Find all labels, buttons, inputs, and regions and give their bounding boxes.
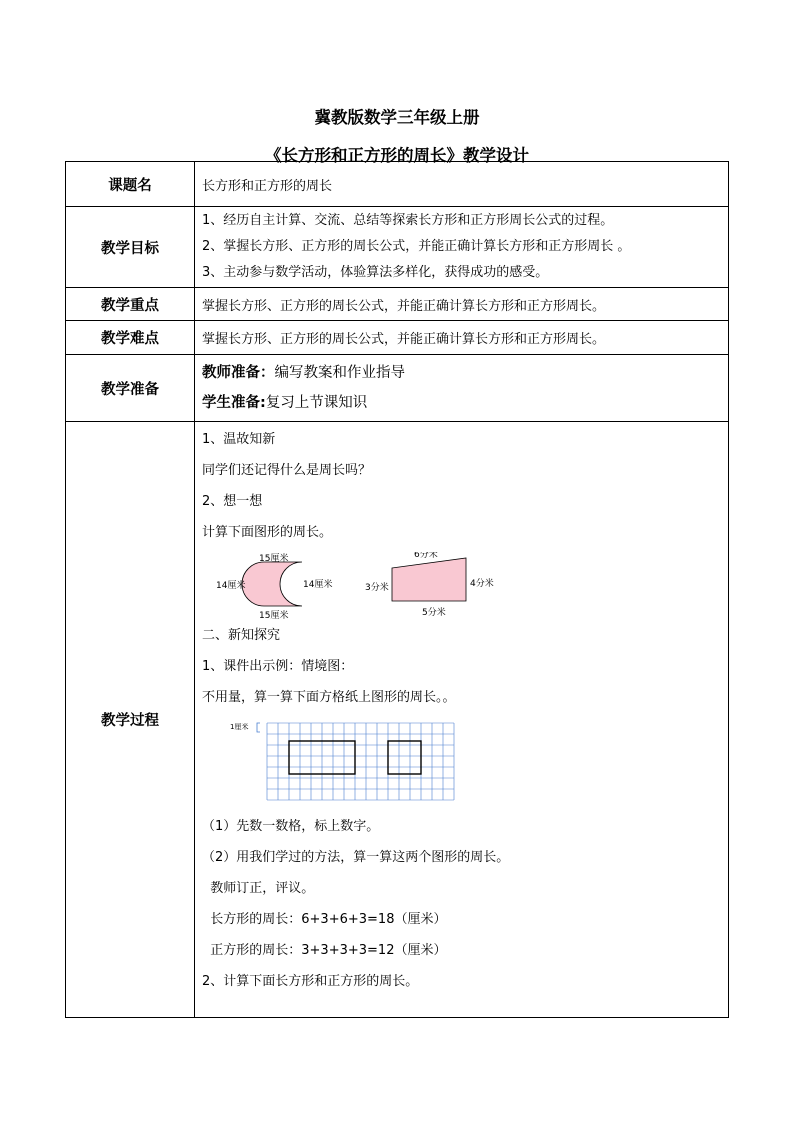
- key-point-label: 教学重点: [66, 288, 195, 321]
- perimeter-figures-svg: [202, 552, 522, 620]
- grid-paper-svg: [202, 715, 462, 811]
- preparation-label: 教学准备: [66, 355, 195, 422]
- topic-label: 课题名: [66, 162, 195, 207]
- process-line: 正方形的周长：3+3+3+3=12（厘米）: [202, 943, 447, 958]
- process-content: [195, 422, 729, 1018]
- process-line: 教师订正，评议。: [202, 881, 315, 896]
- process-line: 不用量，算一算下面方格纸上图形的周长。。: [202, 690, 456, 705]
- student-preparation: [202, 388, 728, 418]
- process-line: 长方形的周长：6+3+6+3=18（厘米）: [202, 912, 447, 927]
- difficulty-content: 掌握长方形、正方形的周长公式，并能正确计算长方形和正方形周长。: [195, 321, 729, 355]
- trapezoid-right-label: 4分米: [470, 579, 494, 589]
- process-line: 二、新知探究: [202, 628, 281, 643]
- arch-right-label: 14厘米: [303, 580, 333, 590]
- arch-left-label: 14厘米: [216, 581, 246, 591]
- row-difficulty: [66, 321, 729, 355]
- goal-item: 3、主动参与数学活动，体验算法多样化，获得成功的感受。: [202, 265, 549, 280]
- row-key-point: [66, 288, 729, 321]
- trapezoid-top-label: 6分米: [414, 552, 438, 560]
- goals-content: [195, 207, 729, 288]
- process-line: 2、计算下面长方形和正方形的周长。: [202, 974, 419, 989]
- student-preparation-text: 复习上节课知识: [265, 395, 368, 411]
- difficulty-label: 教学难点: [66, 321, 195, 355]
- row-goals: [66, 207, 729, 288]
- document-title: 冀教版数学三年级上册: [314, 108, 480, 127]
- process-line: （1）先数一数格，标上数字。: [202, 819, 380, 834]
- trapezoid-shape: [392, 558, 466, 601]
- process-line: 同学们还记得什么是周长吗？: [202, 463, 372, 478]
- arch-bottom-label: 15厘米: [259, 611, 289, 620]
- teacher-preparation: [202, 358, 728, 388]
- process-line: 1、温故知新: [202, 432, 276, 447]
- teacher-preparation-label: 教师准备：: [202, 365, 275, 381]
- preparation-content: [195, 355, 729, 422]
- grid-square: [388, 741, 421, 774]
- grid-lines: [267, 723, 454, 800]
- process-line: 1、课件出示例：情境图：: [202, 659, 354, 674]
- grid-unit-label: 1厘米: [230, 723, 249, 731]
- process-label: 教学过程: [66, 422, 195, 1018]
- row-topic: [66, 162, 729, 207]
- row-process: [66, 422, 729, 1018]
- grid-paper-figure: [202, 715, 728, 811]
- student-preparation-label: 学生准备:: [202, 395, 266, 411]
- grid-unit-bracket: [257, 723, 260, 732]
- key-point-content: 掌握长方形、正方形的周长公式，并能正确计算长方形和正方形周长。: [195, 288, 729, 321]
- goal-item: 1、经历自主计算、交流、总结等探索长方形和正方形周长公式的过程。: [202, 213, 614, 228]
- row-preparation: [66, 355, 729, 422]
- process-line: 2、想一想: [202, 494, 263, 509]
- arch-shape: [242, 562, 302, 606]
- teacher-preparation-text: 编写教案和作业指导: [274, 365, 405, 381]
- goal-item: 2、掌握长方形、正方形的周长公式，并能正确计算长方形和正方形周长 。: [202, 239, 631, 254]
- document-subtitle: 《长方形和正方形的周长》教学设计: [265, 146, 529, 165]
- trapezoid-bottom-label: 5分米: [422, 608, 446, 618]
- arch-top-label: 15厘米: [259, 554, 289, 564]
- process-line: 计算下面图形的周长。: [202, 525, 333, 540]
- perimeter-figures: [202, 552, 728, 620]
- topic-content: 长方形和正方形的周长: [195, 162, 729, 207]
- lesson-plan-table: [65, 161, 729, 1018]
- goals-label: 教学目标: [66, 207, 195, 288]
- process-line: （2）用我们学过的方法，算一算这两个图形的周长。: [202, 850, 510, 865]
- trapezoid-left-label: 3分米: [365, 583, 389, 593]
